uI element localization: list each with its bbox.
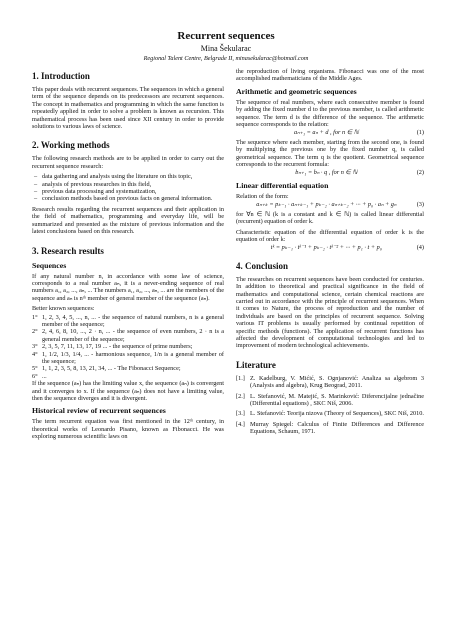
linear-text-3: Characteristic equation of the differential equation of order k is the equation of order k: xyxy=(236,228,424,243)
list-item: [4.] Murray Spiegel: Calculus of Finite Differences and Difference Equations, Schaum, 1971. xyxy=(236,420,424,436)
list-item: [1.] Z. Kadelburg, V. Mićić, S. Ognjanović: Analiza sa algebrom 3 (Analysis and algebra), Krug Beograd, 2011. xyxy=(236,374,424,390)
linear-text-2: for ∀n ∈ ℕ (k is a constant and k ∈ ℕ) is called linear differential (recurrent) equation of order k. xyxy=(236,210,424,226)
list-item: 3° 2, 3, 5, 7, 11, 13, 17, 19 ... - the sequence of prime numbers; xyxy=(32,343,193,351)
list-item: – data gathering and analysis using the literature on this topic, xyxy=(42,173,224,180)
sequences-heading: Sequences xyxy=(32,260,67,270)
conclusion-heading: 4. Conclusion xyxy=(236,260,289,271)
conclusion-text: The researches on recurrent sequences have been conducted for centuries. In addition to theoretical and practical significance in the field of mathematics and computational science, certain chemical reactions are carried out in accordance with the principle of recurrent sequences. When it comes to Nature, the process of reproduction and the number of individuals are based on the principles of recurrent sequence. Solving various IT problems is usually performed by continual repetition of specific methods (functions). The application of recurrent functions has affected the development of computational technologies and led to improvement of modern technological achievements. xyxy=(236,275,424,350)
methods-heading: 2. Working methods xyxy=(32,140,110,151)
references-list xyxy=(236,375,424,436)
methods-text: The following research methods are to be applied in order to carry out the recurrent sequence research: xyxy=(32,155,224,170)
arithmetic-text: The sequence of real numbers, where each consecutive member is found by adding the fixed number d to the previous member, is called arithmetic sequence. The term d is the difference of the sequence. The arithmetic sequence corresponds to the relation: xyxy=(236,98,424,129)
list-item: – analysis of previous researches in this field, xyxy=(42,181,224,188)
list-item: 6° ... xyxy=(32,372,47,380)
author-affiliation: Regional Talent Centre, Belgrade II, minasekularac@hotmail.com xyxy=(143,55,309,62)
list-item: [3.] L. Stefanović: Teorija nizova (Theory of Sequences), SKC Niš, 2010. xyxy=(236,410,424,418)
author-name: Mina Šekularac xyxy=(200,44,252,53)
introduction-heading: 1. Introduction xyxy=(32,71,90,81)
paper-title: Recurrent sequences xyxy=(177,30,275,42)
list-item: [2.] L. Stefanović, M. Matejić, S. Marinković: Diferencijalne jednačine (Differential equations) , SKC Niš, 2006. xyxy=(236,392,424,407)
literature-heading: Literature xyxy=(236,359,276,370)
methods-after-text: Research results regarding the recurrent sequences and their application in the field of mathematics, programming and everyday life, will be summarized and presented as the mixture of previous information and the latest conclusions based on this research. xyxy=(32,205,224,236)
arithmetic-heading: Arithmetic and geometric sequences xyxy=(236,86,357,96)
continued-text: the reproduction of living organisms. Fibonacci was one of the most accomplished mathematicians of the Middle Ages. xyxy=(236,68,424,83)
equation-3: aₙ₊ₖ = pₖ₋₁ · aₙ₊ₖ₋₁ + pₖ₋₂ · aₙ₊ₖ₋₂ + ··· + p₀ · aₙ + gₙ (3) xyxy=(256,201,424,209)
results-heading: 3. Research results xyxy=(32,245,104,256)
list-item: 2° 2, 4, 6, 8, 10, ..., 2 · n, ... - the sequence of even numbers, 2 · n is a general member of the sequence; xyxy=(32,328,224,343)
methods-list xyxy=(32,173,224,203)
list-item: 4° 1, 1/2, 1/3, 1/4, ... - harmonious sequence, 1/n is a general member of the sequence; xyxy=(32,350,224,365)
right-column xyxy=(236,68,424,439)
linear-text-1: Relation of the form: xyxy=(236,192,289,200)
list-item: – previous data processing and systematization, xyxy=(42,188,224,195)
list-item: 5° 1, 1, 2, 3, 5, 8, 13, 21, 34, ... - The Fibonacci Sequence; xyxy=(32,365,181,373)
limit-text: If the sequence (aₙ) has the limiting value x, the sequence (aₙ) is convergent and it converges to x. If the sequence (aₙ) does not have a limiting value, then the sequence diverges and it is divergent. xyxy=(32,380,224,402)
list-item: – conclusion methods based on previous facts on general information. xyxy=(42,195,224,202)
left-column xyxy=(32,68,224,444)
examples-list xyxy=(32,314,224,381)
history-text: The term recurrent equation was first mentioned in the 12ᵗʰ century, in theoretical works of Leonardo Pisano, known as Fibonacci. He was exploring numerous scientific laws on xyxy=(32,418,224,441)
examples-intro: Better known sequences: xyxy=(32,305,95,313)
history-heading: Historical review of recurrent sequences xyxy=(32,406,166,416)
sequences-text: If any natural number n, in accordance with some law of science, corresponds to a real number aₙ, it is a never-ending sequence of real numbers a₁, a₂, ..., aₙ, ... The numbers a₁, a₂, ..., aₙ, ... are the members of the sequence and aₙ is nᵗʰ member of general member of the sequence (aₙ). xyxy=(32,272,224,302)
equation-1: aₙ₊₁ = aₙ + d , for n ∈ ℕ (1) xyxy=(293,129,424,137)
introduction-text: This paper deals with recurrent sequences. The sequences in which a general term of the sequence depends on its predecessors are recurrent sequences. The concept in mathematics and programming in which the same function is repeatedly applied in order to solve a problem is known as recursion. This mathematical process has been used since XII century in order to provide solutions to various laws of science. xyxy=(32,86,224,131)
list-item: 1° 1, 2, 3, 4, 5, ..., n, ... - the sequence of natural numbers, n is a general member of the sequence; xyxy=(32,313,224,328)
geometric-text: The sequence where each member, starting from the second one, is found by multiplying the previous one by the fixed number q, is called geometrical sequence. The term q is the quotient. Geometrical sequence corresponds to the recurrent formula: xyxy=(236,138,424,169)
equation-4: tᵏ = pₖ₋₁ · tᵏ⁻¹ + pₖ₋₂ · tᵏ⁻² + ··· + p₁ · t + p₀ (4) xyxy=(270,244,424,252)
linear-heading: Linear differential equation xyxy=(236,180,329,190)
equation-2: bₙ₊₁ = bₙ · q , for n ∈ ℕ (2) xyxy=(295,169,424,177)
